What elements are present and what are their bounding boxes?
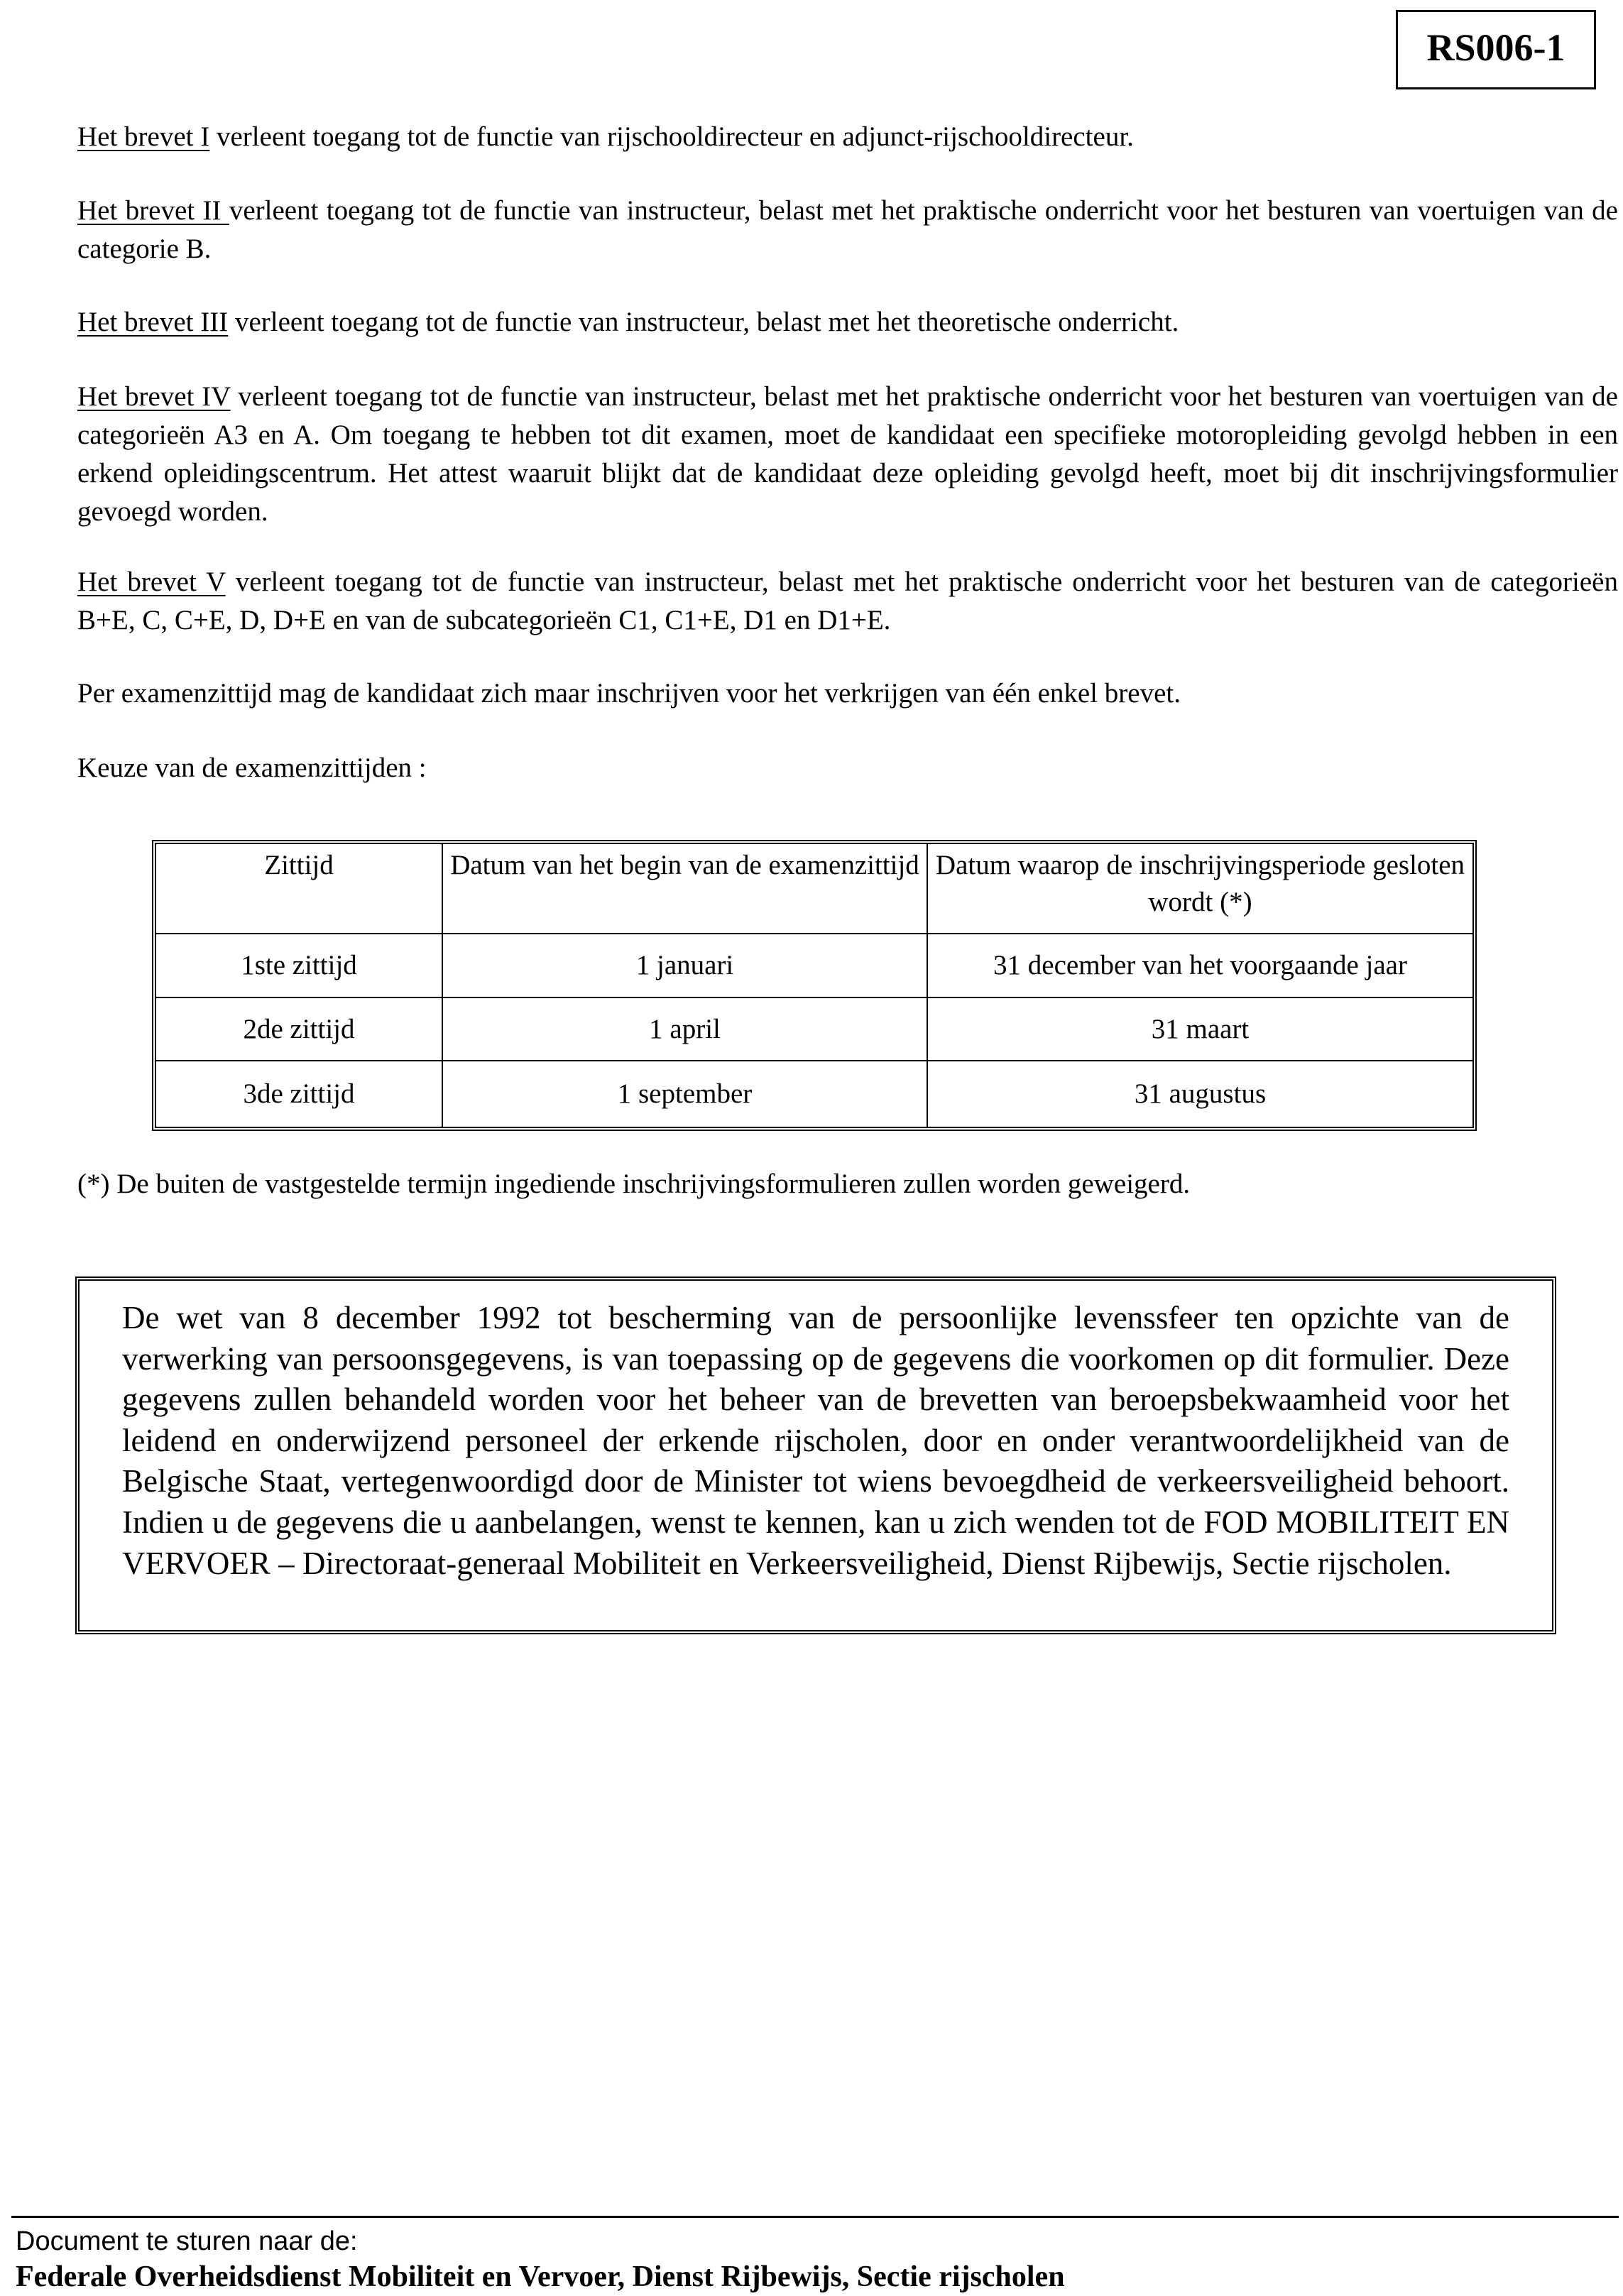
table-row	[156, 1061, 1472, 1127]
footer-label: Document te sturen naar de:	[16, 2226, 358, 2256]
session-closing: 31 maart	[927, 997, 1472, 1061]
header-closing-date: Datum waarop de inschrijvingsperiode gesloten wordt (*)	[927, 844, 1472, 934]
brevet-4-link: Het brevet IV	[77, 381, 231, 412]
brevet-3-text: verleent toegang tot de functie van instructeur, belast met het theoretische onderricht.	[228, 307, 1179, 337]
paragraph-brevet-4	[77, 378, 1618, 531]
privacy-notice-text: De wet van 8 december 1992 tot bescherming van de persoonlijke levenssfeer ten opzichte van de verwerking van persoonsgegevens, is van toepassing op de gegevens die voorkomen op dit formulier. Deze gegevens zullen behandeld worden voor het beheer van de brevetten van beroepsbekwaamheid voor het leidend en onderwijzend personeel der erkende rijscholen, door en onder verantwoordelijkheid van de Belgische Staat, vertegenwoordigd door de Minister tot wiens bevoegdheid de verkeersveiligheid behoort. Indien u de gegevens die u aanbelangen, wenst te kennen, kan u zich wenden tot de FOD MOBILITEIT EN VERVOER – Directoraat-generaal Mobiliteit en Verkeersveiligheid, Dienst Rijbewijs, Sectie rijscholen.	[122, 1300, 1509, 1581]
brevet-4-text: verleent toegang tot de functie van instructeur, belast met het praktische onderricht voor het besturen van voertuigen van de categorieën A3 en A. Om toegang te hebben tot dit examen, moet de kandidaat een specifieke motoropleiding gevolgd hebben in een erkend opleidingscentrum. Het attest waaruit blijkt dat de kandidaat deze opleiding gevolgd heeft, moet bij dit inschrijvingsformulier gevoegd worden.	[77, 381, 1618, 527]
privacy-notice-box	[75, 1277, 1556, 1634]
footer-organization: Federale Overheidsdienst Mobiliteit en Vervoer, Dienst Rijbewijs, Sectie rijscholen	[16, 2261, 1065, 2293]
header-start-date: Datum van het begin van de examenzittijd	[442, 844, 927, 934]
table-header-row	[156, 844, 1472, 934]
session-name: 3de zittijd	[156, 1061, 442, 1127]
exam-session-table	[152, 840, 1477, 1131]
brevet-1-text: verleent toegang tot de functie van rijschooldirecteur en adjunct-rijschooldirecteur.	[209, 121, 1134, 152]
brevet-1-link: Het brevet I	[77, 121, 210, 152]
table-row	[156, 934, 1472, 997]
header-session: Zittijd	[156, 844, 442, 934]
paragraph-brevet-5	[77, 563, 1618, 640]
session-name: 1ste zittijd	[156, 934, 442, 997]
session-choice-label: Keuze van de examenzittijden :	[77, 753, 427, 783]
footer-divider	[11, 2216, 1619, 2218]
table-footnote: (*) De buiten de vastgestelde termijn ingediende inschrijvingsformulieren zullen worden geweigerd.	[77, 1169, 1191, 1199]
brevet-2-link: Het brevet II	[77, 195, 229, 226]
session-start: 1 januari	[442, 934, 927, 997]
session-start: 1 april	[442, 997, 927, 1061]
paragraph-brevet-2	[77, 192, 1618, 268]
paragraph-brevet-1	[77, 118, 1618, 156]
brevet-3-link: Het brevet III	[77, 307, 229, 337]
per-session-note: Per examenzittijd mag de kandidaat zich maar inschrijven voor het verkrijgen van één enkel brevet.	[77, 678, 1181, 709]
paragraph-brevet-3	[77, 303, 1618, 341]
form-code: RS006-1	[1396, 10, 1596, 89]
brevet-5-link: Het brevet V	[77, 567, 226, 597]
brevet-5-text: verleent toegang tot de functie van instructeur, belast met het praktische onderricht voor het besturen van de categorieën B+E, C, C+E, D, D+E en van de subcategorieën C1, C1+E, D1 en D1+E.	[77, 567, 1618, 635]
session-start: 1 september	[442, 1061, 927, 1127]
session-closing: 31 december van het voorgaande jaar	[927, 934, 1472, 997]
table-row	[156, 997, 1472, 1061]
brevet-2-text: verleent toegang tot de functie van instructeur, belast met het praktische onderricht voor het besturen van voertuigen van de categorie B.	[77, 195, 1618, 264]
session-name: 2de zittijd	[156, 997, 442, 1061]
session-closing: 31 augustus	[927, 1061, 1472, 1127]
